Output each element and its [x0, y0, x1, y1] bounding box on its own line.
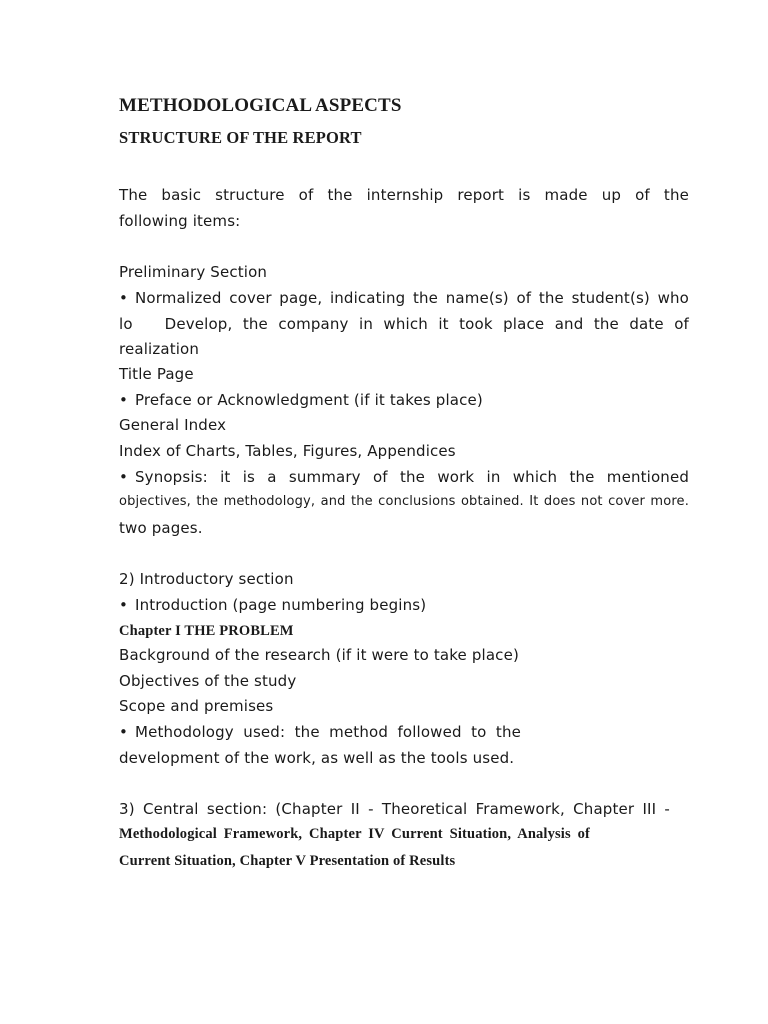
- cover-page-item-line-1: [119, 288, 689, 308]
- bullet-icon: •: [119, 723, 128, 741]
- preliminary-section-heading: Preliminary Section: [119, 263, 268, 281]
- bullet-icon: •: [119, 468, 128, 486]
- intro-paragraph-line-2: following items:: [119, 212, 241, 230]
- index-charts-item: Index of Charts, Tables, Figures, Appendices: [119, 442, 456, 460]
- introductory-section-heading: 2) Introductory section: [119, 570, 294, 588]
- cover-page-item-line-3: realization: [119, 340, 200, 358]
- synopsis-item-line-3: two pages.: [119, 519, 203, 537]
- title-page-item: Title Page: [119, 365, 194, 383]
- central-section-line-3: Current Situation, Chapter V Presentation of Results: [119, 853, 456, 869]
- background-item: Background of the research (if it were to take place): [119, 646, 519, 664]
- general-index-item: General Index: [119, 416, 227, 434]
- preface-item: [119, 390, 483, 410]
- methodology-text: Methodology used: the method followed to the: [135, 723, 521, 741]
- cover-page-text: Normalized cover page, indicating the name(s) of the student(s) who: [135, 289, 689, 307]
- central-section-line-2: Methodological Framework, Chapter IV Current Situation, Analysis of: [119, 826, 590, 842]
- chapter-one-heading: Chapter I THE PROBLEM: [119, 623, 294, 639]
- cover-page-text-develop: Develop, the company in which it took place and the date of: [164, 315, 689, 333]
- cover-page-item-line-2: [119, 314, 689, 334]
- introduction-item: [119, 595, 426, 615]
- synopsis-item-line-1: [119, 467, 689, 487]
- methodology-item-line-1: [119, 722, 521, 742]
- cover-page-text-lo: lo: [119, 315, 133, 333]
- objectives-item: Objectives of the study: [119, 672, 297, 690]
- document-subtitle: STRUCTURE OF THE REPORT: [119, 128, 362, 147]
- preface-text: Preface or Acknowledgment (if it takes place): [135, 391, 483, 409]
- intro-paragraph-line-1: The basic structure of the internship report is made up of the: [119, 186, 689, 204]
- bullet-icon: •: [119, 391, 128, 409]
- bullet-icon: •: [119, 596, 128, 614]
- document-title: METHODOLOGICAL ASPECTS: [119, 95, 402, 116]
- scope-item: Scope and premises: [119, 697, 274, 715]
- synopsis-text: Synopsis: it is a summary of the work in which the mentioned: [135, 468, 689, 486]
- introduction-text: Introduction (page numbering begins): [135, 596, 427, 614]
- bullet-icon: •: [119, 289, 128, 307]
- synopsis-item-line-2: objectives, the methodology, and the conclusions obtained. It does not cover more.: [119, 494, 689, 509]
- methodology-item-line-2: development of the work, as well as the tools used.: [119, 749, 515, 767]
- central-section-line-1: 3) Central section: (Chapter II - Theoretical Framework, Chapter III -: [119, 800, 670, 818]
